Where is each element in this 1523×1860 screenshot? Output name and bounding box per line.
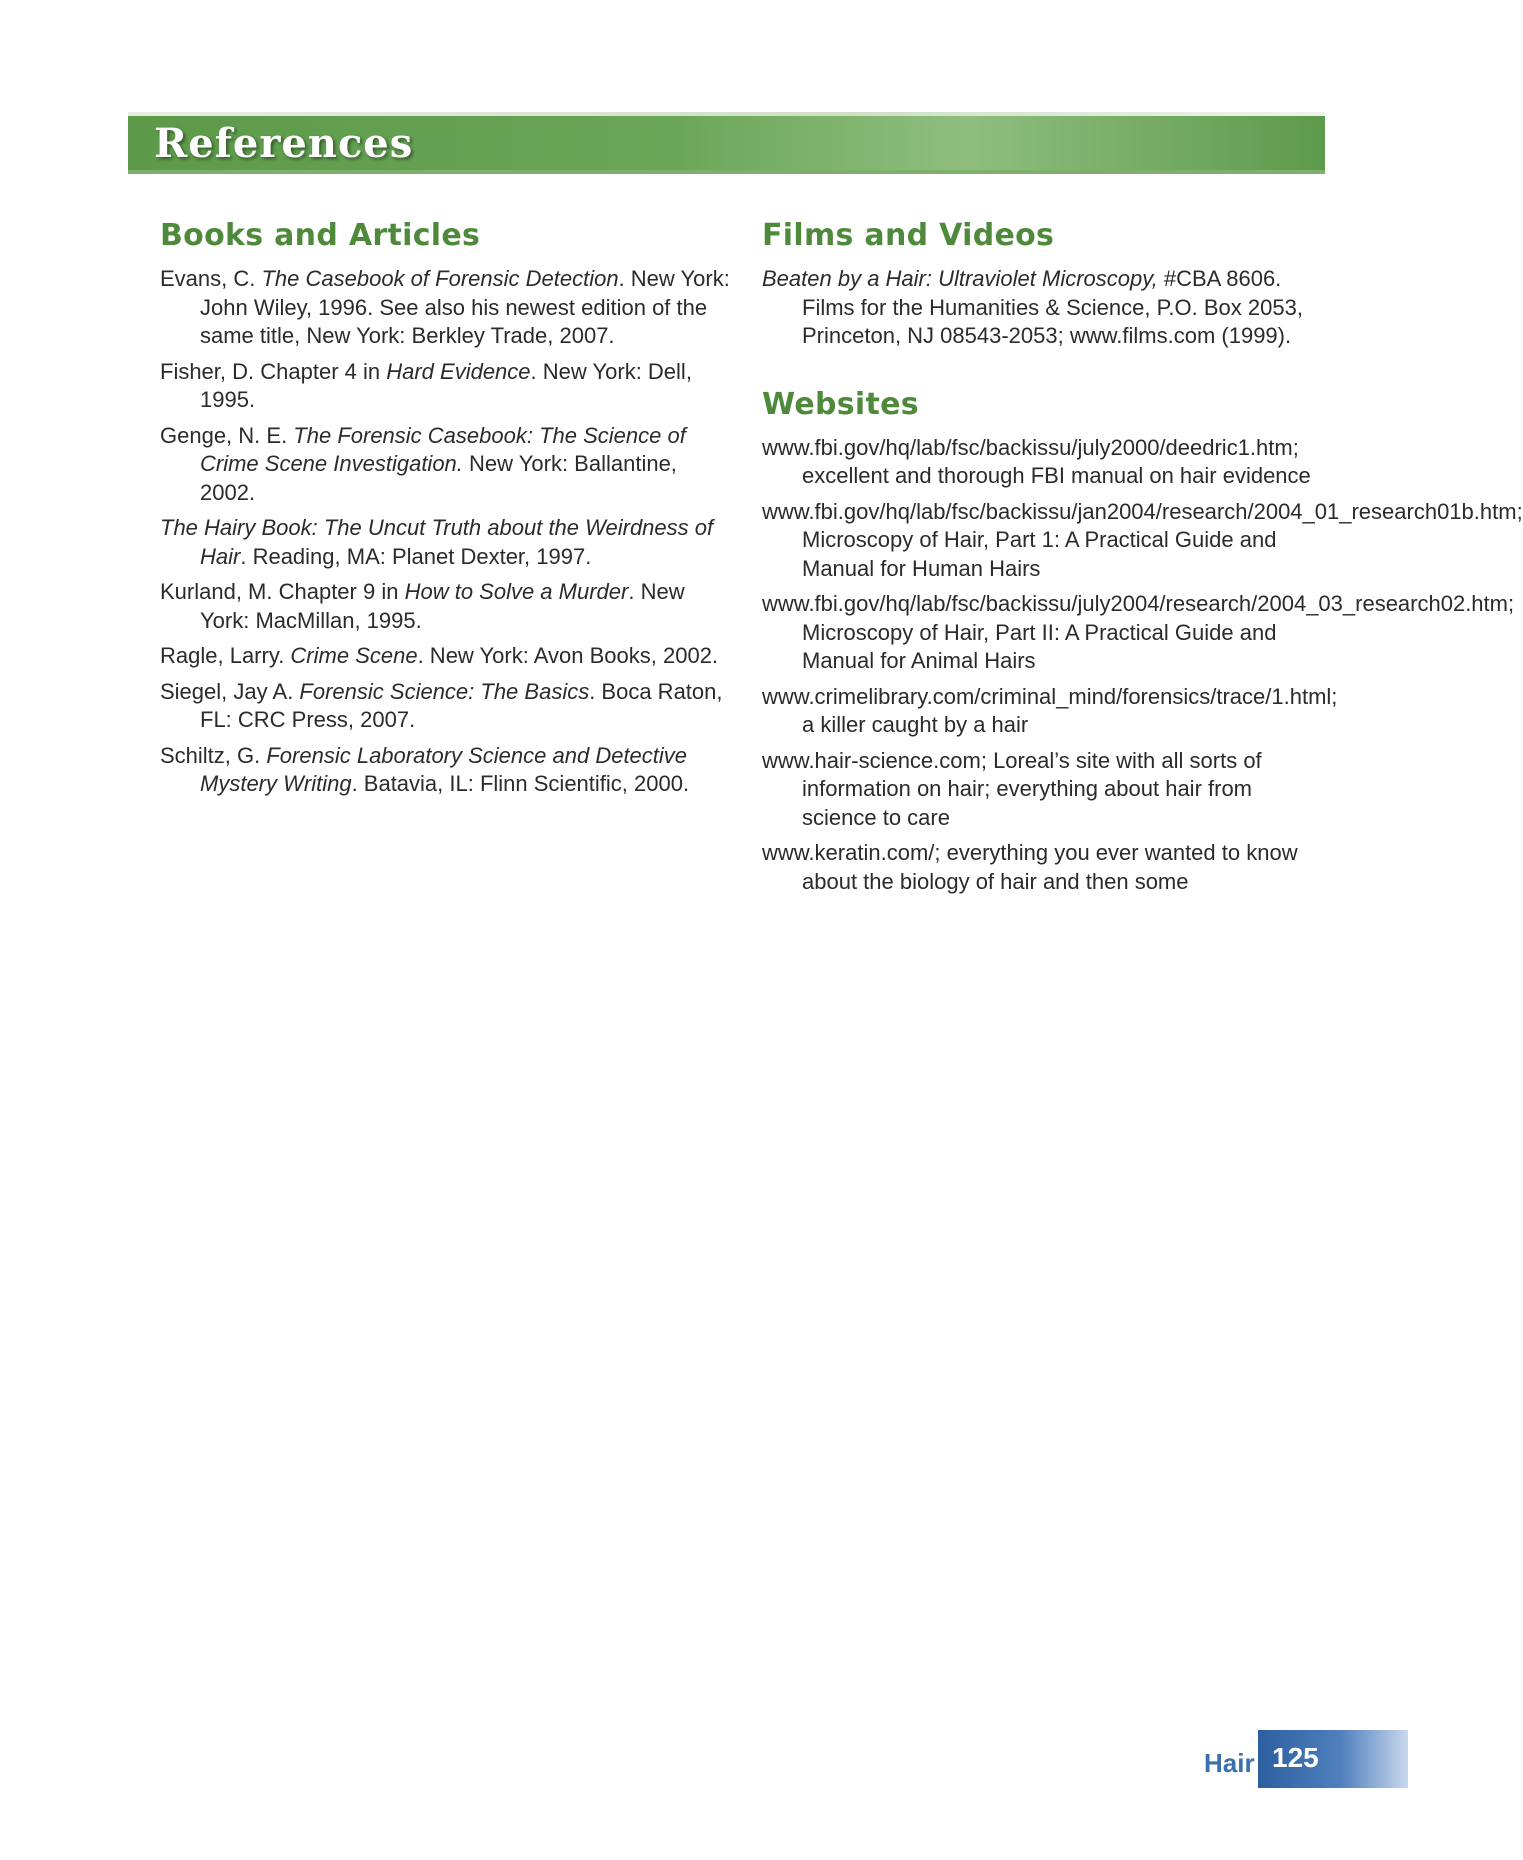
reference-item: Evans, C. The Casebook of Forensic Detection. New York: John Wiley, 1996. See also his newest edition of the same title, New York: Berkley Trade, 2007.	[160, 266, 730, 348]
website-item: www.fbi.gov/hq/lab/fsc/backissu/july2004/research/2004_03_research02.htm; Microscopy of Hair, Part II: A Practical Guide and Manual for Animal Hairs	[762, 591, 1515, 673]
films-list	[762, 265, 1332, 351]
reference-item: Kurland, M. Chapter 9 in How to Solve a Murder. New York: MacMillan, 1995.	[160, 579, 685, 633]
chapter-label: Hair	[1204, 1748, 1255, 1778]
reference-item: The Hairy Book: The Uncut Truth about the Weirdness of Hair. Reading, MA: Planet Dexter, 1997.	[160, 515, 714, 569]
page-number: 125	[1272, 1742, 1319, 1773]
films-heading: Films and Videos	[762, 218, 1055, 253]
reference-item: Schiltz, G. Forensic Laboratory Science and Detective Mystery Writing. Batavia, IL: Flinn Scientific, 2000.	[160, 742, 690, 796]
website-item: www.hair-science.com; Loreal’s site with all sorts of information on hair; everything about hair from science to care	[762, 747, 1262, 830]
website-item: www.fbi.gov/hq/lab/fsc/backissu/jan2004/research/2004_01_research01b.htm; Microscopy of Hair, Part 1: A Practical Guide and Manual for Human Hairs	[762, 498, 1523, 581]
page-title: References	[154, 120, 414, 167]
reference-item: Beaten by a Hair: Ultraviolet Microscopy, #CBA 8606. Films for the Humanities & Science, P.O. Box 2053, Princeton, NJ 08543-2053; www.films.com (1999).	[762, 266, 1303, 348]
reference-item: Siegel, Jay A. Forensic Science: The Basics. Boca Raton, FL: CRC Press, 2007.	[160, 678, 723, 732]
website-item: www.crimelibrary.com/criminal_mind/forensics/trace/1.html; a killer caught by a hair	[762, 683, 1338, 737]
books-heading: Books and Articles	[160, 218, 481, 253]
media-column	[762, 218, 1523, 903]
books-list	[160, 265, 730, 799]
books-column	[160, 218, 730, 806]
website-item: www.fbi.gov/hq/lab/fsc/backissu/july2000/deedric1.htm; excellent and thorough FBI manual on hair evidence	[762, 434, 1311, 488]
page-number-box	[1258, 1730, 1408, 1788]
website-item: www.keratin.com/; everything you ever wanted to know about the biology of hair and then some	[762, 840, 1298, 894]
references-banner	[128, 116, 1325, 174]
reference-item: Genge, N. E. The Forensic Casebook: The Science of Crime Scene Investigation. New York: Ballantine, 2002.	[160, 422, 686, 505]
reference-item: Fisher, D. Chapter 4 in Hard Evidence. New York: Dell, 1995.	[160, 358, 692, 412]
websites-heading: Websites	[762, 386, 919, 422]
reference-item: Ragle, Larry. Crime Scene. New York: Avon Books, 2002.	[160, 643, 719, 668]
websites-list	[762, 434, 1523, 897]
